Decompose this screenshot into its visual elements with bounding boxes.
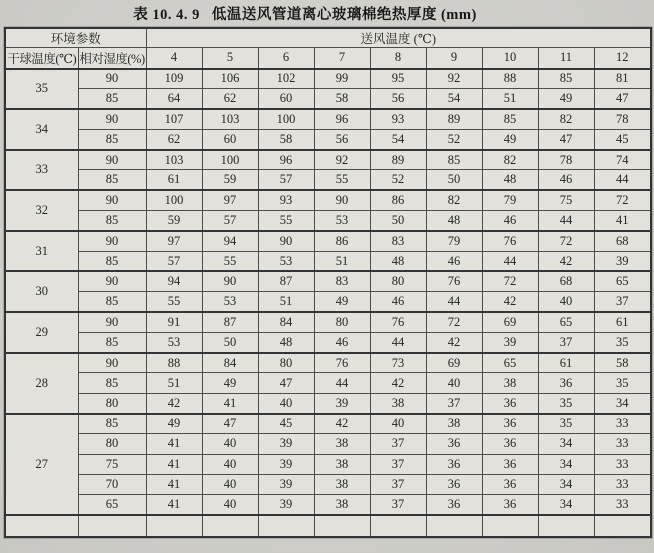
table-row — [5, 251, 651, 271]
thickness-cell: 76 — [482, 231, 538, 251]
table-row — [5, 474, 651, 494]
thickness-cell: 51 — [482, 89, 538, 109]
thickness-cell: 61 — [538, 353, 594, 373]
thickness-cell: 57 — [202, 211, 258, 231]
env-params-header: 环境参数 — [5, 28, 146, 48]
table-row — [5, 312, 651, 332]
thickness-cell: 34 — [538, 434, 594, 454]
thickness-cell: 60 — [202, 129, 258, 149]
table-number: 表 10. 4. 9 — [133, 7, 200, 23]
thickness-cell: 62 — [146, 129, 202, 149]
thickness-cell: 80 — [258, 353, 314, 373]
humidity-cell: 70 — [78, 474, 146, 494]
thickness-cell: 51 — [314, 251, 370, 271]
thickness-cell: 85 — [426, 150, 482, 170]
table-row — [5, 373, 651, 393]
thickness-cell: 37 — [538, 332, 594, 352]
thickness-cell: 49 — [314, 292, 370, 312]
thickness-cell: 81 — [594, 69, 651, 89]
thickness-cell: 92 — [426, 69, 482, 89]
thickness-cell: 92 — [314, 150, 370, 170]
thickness-cell: 36 — [426, 434, 482, 454]
thickness-cell: 42 — [426, 332, 482, 352]
thickness-cell: 95 — [370, 69, 426, 89]
empty-cell — [482, 515, 538, 537]
temp-col-header: 4 — [146, 48, 202, 69]
thickness-cell: 100 — [258, 109, 314, 129]
thickness-cell: 109 — [146, 69, 202, 89]
thickness-cell: 44 — [482, 251, 538, 271]
table-row — [5, 434, 651, 454]
dry-bulb-cell: 33 — [5, 150, 78, 191]
table-header — [5, 28, 651, 69]
thickness-cell: 100 — [202, 150, 258, 170]
thickness-cell: 40 — [538, 292, 594, 312]
thickness-cell: 36 — [426, 495, 482, 515]
thickness-cell: 75 — [538, 190, 594, 210]
thickness-cell: 40 — [202, 454, 258, 474]
thickness-cell: 91 — [146, 312, 202, 332]
dry-bulb-cell: 31 — [5, 231, 78, 272]
dry-bulb-col-header: 干球温度(℃) — [5, 48, 78, 69]
thickness-cell: 48 — [482, 170, 538, 190]
table-row — [5, 454, 651, 474]
thickness-cell: 39 — [258, 474, 314, 494]
dry-bulb-cell: 30 — [5, 271, 78, 312]
thickness-cell: 36 — [538, 373, 594, 393]
insulation-thickness-table — [4, 27, 652, 538]
humidity-cell: 80 — [78, 393, 146, 413]
thickness-cell: 35 — [594, 373, 651, 393]
thickness-cell: 39 — [482, 332, 538, 352]
thickness-cell: 37 — [370, 474, 426, 494]
thickness-cell: 44 — [370, 332, 426, 352]
thickness-cell: 103 — [146, 150, 202, 170]
thickness-cell: 46 — [426, 251, 482, 271]
thickness-cell: 59 — [146, 211, 202, 231]
thickness-cell: 76 — [370, 312, 426, 332]
empty-cell — [258, 515, 314, 537]
thickness-cell: 40 — [370, 414, 426, 434]
thickness-cell: 86 — [314, 231, 370, 251]
thickness-cell: 85 — [482, 109, 538, 129]
table-row — [5, 150, 651, 170]
thickness-cell: 44 — [314, 373, 370, 393]
thickness-cell: 37 — [370, 434, 426, 454]
thickness-cell: 36 — [482, 474, 538, 494]
table-row — [5, 414, 651, 434]
thickness-cell: 96 — [258, 150, 314, 170]
temp-col-header: 8 — [370, 48, 426, 69]
thickness-cell: 78 — [538, 150, 594, 170]
thickness-cell: 57 — [146, 251, 202, 271]
table-row — [5, 89, 651, 109]
thickness-cell: 62 — [202, 89, 258, 109]
empty-cell — [78, 515, 146, 537]
table-row — [5, 271, 651, 291]
table-row — [5, 353, 651, 373]
humidity-col-header: 相对湿度(%) — [78, 48, 146, 69]
thickness-cell: 90 — [258, 231, 314, 251]
humidity-cell: 85 — [78, 211, 146, 231]
thickness-cell: 72 — [482, 271, 538, 291]
thickness-cell: 100 — [146, 190, 202, 210]
thickness-cell: 52 — [426, 129, 482, 149]
thickness-cell: 59 — [202, 170, 258, 190]
thickness-cell: 57 — [258, 170, 314, 190]
humidity-cell: 80 — [78, 434, 146, 454]
thickness-cell: 36 — [482, 454, 538, 474]
table-row — [5, 109, 651, 129]
empty-cell — [426, 515, 482, 537]
humidity-cell: 85 — [78, 129, 146, 149]
thickness-cell: 41 — [594, 211, 651, 231]
thickness-cell: 41 — [146, 454, 202, 474]
thickness-cell: 87 — [258, 271, 314, 291]
header-row-1 — [5, 28, 651, 48]
humidity-cell: 90 — [78, 190, 146, 210]
empty-cell — [538, 515, 594, 537]
thickness-cell: 42 — [538, 251, 594, 271]
table-row — [5, 170, 651, 190]
humidity-cell: 85 — [78, 373, 146, 393]
thickness-cell: 76 — [426, 271, 482, 291]
thickness-cell: 48 — [370, 251, 426, 271]
temp-col-header: 10 — [482, 48, 538, 69]
humidity-cell: 90 — [78, 69, 146, 89]
thickness-cell: 99 — [314, 69, 370, 89]
thickness-cell: 90 — [314, 190, 370, 210]
thickness-cell: 82 — [482, 150, 538, 170]
humidity-cell: 85 — [78, 89, 146, 109]
thickness-cell: 69 — [426, 353, 482, 373]
thickness-cell: 93 — [258, 190, 314, 210]
humidity-cell: 75 — [78, 454, 146, 474]
thickness-cell: 36 — [426, 454, 482, 474]
thickness-cell: 90 — [202, 271, 258, 291]
thickness-cell: 58 — [258, 129, 314, 149]
thickness-cell: 37 — [594, 292, 651, 312]
thickness-cell: 58 — [314, 89, 370, 109]
humidity-cell: 85 — [78, 170, 146, 190]
table-caption: 低温送风管道离心玻璃棉绝热厚度 (mm) — [211, 7, 477, 23]
dry-bulb-cell: 29 — [5, 312, 78, 353]
dry-bulb-cell: 32 — [5, 190, 78, 231]
thickness-cell: 53 — [202, 292, 258, 312]
thickness-cell: 37 — [370, 495, 426, 515]
thickness-cell: 40 — [202, 434, 258, 454]
thickness-cell: 84 — [202, 353, 258, 373]
thickness-cell: 50 — [202, 332, 258, 352]
thickness-cell: 79 — [426, 231, 482, 251]
thickness-cell: 47 — [258, 373, 314, 393]
thickness-cell: 46 — [314, 332, 370, 352]
temp-col-header: 5 — [202, 48, 258, 69]
thickness-cell: 89 — [426, 109, 482, 129]
header-row-2 — [5, 48, 651, 69]
thickness-cell: 76 — [314, 353, 370, 373]
thickness-cell: 38 — [426, 414, 482, 434]
thickness-cell: 61 — [146, 170, 202, 190]
table-row — [5, 211, 651, 231]
humidity-cell: 65 — [78, 495, 146, 515]
thickness-cell: 55 — [202, 251, 258, 271]
thickness-cell: 38 — [314, 474, 370, 494]
thickness-cell: 39 — [594, 251, 651, 271]
thickness-cell: 34 — [538, 495, 594, 515]
thickness-cell: 50 — [370, 211, 426, 231]
thickness-cell: 97 — [202, 190, 258, 210]
thickness-cell: 55 — [146, 292, 202, 312]
table-row — [5, 495, 651, 515]
empty-cell — [146, 515, 202, 537]
thickness-cell: 48 — [426, 211, 482, 231]
thickness-cell: 34 — [594, 393, 651, 413]
thickness-cell: 64 — [146, 89, 202, 109]
thickness-cell: 102 — [258, 69, 314, 89]
thickness-cell: 39 — [314, 393, 370, 413]
thickness-cell: 41 — [202, 393, 258, 413]
thickness-cell: 47 — [538, 129, 594, 149]
thickness-cell: 51 — [258, 292, 314, 312]
empty-cell — [370, 515, 426, 537]
dry-bulb-cell: 34 — [5, 109, 78, 150]
thickness-cell: 45 — [594, 129, 651, 149]
thickness-cell: 41 — [146, 495, 202, 515]
humidity-cell: 90 — [78, 312, 146, 332]
thickness-cell: 88 — [482, 69, 538, 89]
thickness-cell: 53 — [258, 251, 314, 271]
table-row — [5, 231, 651, 251]
thickness-cell: 33 — [594, 454, 651, 474]
thickness-cell: 60 — [258, 89, 314, 109]
dry-bulb-cell: 27 — [5, 414, 78, 515]
empty-cell — [5, 515, 78, 537]
thickness-cell: 36 — [482, 393, 538, 413]
humidity-cell: 90 — [78, 353, 146, 373]
thickness-cell: 82 — [426, 190, 482, 210]
thickness-cell: 49 — [482, 129, 538, 149]
thickness-cell: 42 — [314, 414, 370, 434]
thickness-cell: 53 — [314, 211, 370, 231]
thickness-cell: 56 — [370, 89, 426, 109]
thickness-cell: 38 — [482, 373, 538, 393]
empty-cell — [202, 515, 258, 537]
thickness-cell: 68 — [538, 271, 594, 291]
thickness-cell: 36 — [426, 474, 482, 494]
thickness-cell: 45 — [258, 414, 314, 434]
table-title — [0, 0, 632, 27]
thickness-cell: 80 — [370, 271, 426, 291]
thickness-cell: 61 — [594, 312, 651, 332]
thickness-cell: 49 — [538, 89, 594, 109]
thickness-cell: 72 — [538, 231, 594, 251]
thickness-cell: 72 — [426, 312, 482, 332]
temp-col-header: 9 — [426, 48, 482, 69]
thickness-cell: 96 — [314, 109, 370, 129]
thickness-cell: 38 — [314, 454, 370, 474]
thickness-cell: 74 — [594, 150, 651, 170]
thickness-cell: 94 — [146, 271, 202, 291]
thickness-cell: 40 — [202, 495, 258, 515]
thickness-cell: 40 — [202, 474, 258, 494]
thickness-cell: 42 — [370, 373, 426, 393]
thickness-cell: 46 — [370, 292, 426, 312]
table-row — [5, 69, 651, 89]
thickness-cell: 35 — [594, 332, 651, 352]
thickness-cell: 106 — [202, 69, 258, 89]
thickness-cell: 55 — [258, 211, 314, 231]
humidity-cell: 90 — [78, 109, 146, 129]
thickness-cell: 37 — [426, 393, 482, 413]
thickness-cell: 103 — [202, 109, 258, 129]
thickness-cell: 49 — [202, 373, 258, 393]
table-row — [5, 190, 651, 210]
thickness-cell: 79 — [482, 190, 538, 210]
thickness-cell: 97 — [146, 231, 202, 251]
thickness-cell: 39 — [258, 495, 314, 515]
thickness-cell: 33 — [594, 474, 651, 494]
table-row — [5, 332, 651, 352]
humidity-cell: 85 — [78, 414, 146, 434]
thickness-cell: 42 — [482, 292, 538, 312]
thickness-cell: 78 — [594, 109, 651, 129]
humidity-cell: 90 — [78, 150, 146, 170]
thickness-cell: 36 — [482, 434, 538, 454]
temp-col-header: 12 — [594, 48, 651, 69]
thickness-cell: 73 — [370, 353, 426, 373]
thickness-cell: 33 — [594, 495, 651, 515]
thickness-cell: 86 — [370, 190, 426, 210]
thickness-cell: 107 — [146, 109, 202, 129]
thickness-cell: 38 — [314, 434, 370, 454]
thickness-cell: 40 — [258, 393, 314, 413]
thickness-cell: 34 — [538, 474, 594, 494]
table-row — [5, 292, 651, 312]
thickness-cell: 82 — [538, 109, 594, 129]
thickness-cell: 37 — [370, 454, 426, 474]
thickness-cell: 85 — [538, 69, 594, 89]
partial-cutoff-row — [5, 515, 651, 537]
thickness-cell: 53 — [146, 332, 202, 352]
thickness-cell: 46 — [538, 170, 594, 190]
thickness-cell: 56 — [314, 129, 370, 149]
temp-col-header: 7 — [314, 48, 370, 69]
thickness-cell: 36 — [482, 414, 538, 434]
humidity-cell: 85 — [78, 251, 146, 271]
thickness-cell: 87 — [202, 312, 258, 332]
table-row — [5, 129, 651, 149]
thickness-cell: 69 — [482, 312, 538, 332]
thickness-cell: 54 — [370, 129, 426, 149]
thickness-cell: 44 — [594, 170, 651, 190]
thickness-cell: 41 — [146, 434, 202, 454]
thickness-cell: 33 — [594, 434, 651, 454]
empty-cell — [314, 515, 370, 537]
thickness-cell: 38 — [314, 495, 370, 515]
dry-bulb-cell: 35 — [5, 69, 78, 110]
thickness-cell: 80 — [314, 312, 370, 332]
thickness-cell: 47 — [202, 414, 258, 434]
thickness-cell: 65 — [538, 312, 594, 332]
temp-col-header: 11 — [538, 48, 594, 69]
thickness-cell: 38 — [370, 393, 426, 413]
thickness-cell: 88 — [146, 353, 202, 373]
thickness-cell: 36 — [482, 495, 538, 515]
thickness-cell: 34 — [538, 454, 594, 474]
thickness-cell: 51 — [146, 373, 202, 393]
thickness-cell: 55 — [314, 170, 370, 190]
thickness-cell: 33 — [594, 414, 651, 434]
thickness-cell: 58 — [594, 353, 651, 373]
humidity-cell: 85 — [78, 332, 146, 352]
thickness-cell: 35 — [538, 393, 594, 413]
thickness-cell: 54 — [426, 89, 482, 109]
thickness-cell: 93 — [370, 109, 426, 129]
thickness-cell: 48 — [258, 332, 314, 352]
humidity-cell: 90 — [78, 271, 146, 291]
thickness-cell: 94 — [202, 231, 258, 251]
empty-cell — [594, 515, 651, 537]
thickness-cell: 65 — [594, 271, 651, 291]
thickness-cell: 65 — [482, 353, 538, 373]
thickness-cell: 44 — [426, 292, 482, 312]
thickness-cell: 89 — [370, 150, 426, 170]
table-row — [5, 393, 651, 413]
thickness-cell: 42 — [146, 393, 202, 413]
thickness-cell: 68 — [594, 231, 651, 251]
thickness-cell: 83 — [370, 231, 426, 251]
table-body — [5, 69, 651, 538]
humidity-cell: 90 — [78, 231, 146, 251]
thickness-cell: 35 — [538, 414, 594, 434]
supply-temp-header: 送风温度 (℃) — [146, 28, 651, 48]
thickness-cell: 40 — [426, 373, 482, 393]
thickness-cell: 83 — [314, 271, 370, 291]
thickness-cell: 52 — [370, 170, 426, 190]
thickness-cell: 50 — [426, 170, 482, 190]
thickness-cell: 46 — [482, 211, 538, 231]
humidity-cell: 85 — [78, 292, 146, 312]
dry-bulb-cell: 28 — [5, 353, 78, 414]
thickness-cell: 49 — [146, 414, 202, 434]
thickness-cell: 72 — [594, 190, 651, 210]
thickness-cell: 47 — [594, 89, 651, 109]
thickness-cell: 44 — [538, 211, 594, 231]
thickness-cell: 41 — [146, 474, 202, 494]
thickness-cell: 84 — [258, 312, 314, 332]
thickness-cell: 39 — [258, 434, 314, 454]
thickness-cell: 39 — [258, 454, 314, 474]
temp-col-header: 6 — [258, 48, 314, 69]
